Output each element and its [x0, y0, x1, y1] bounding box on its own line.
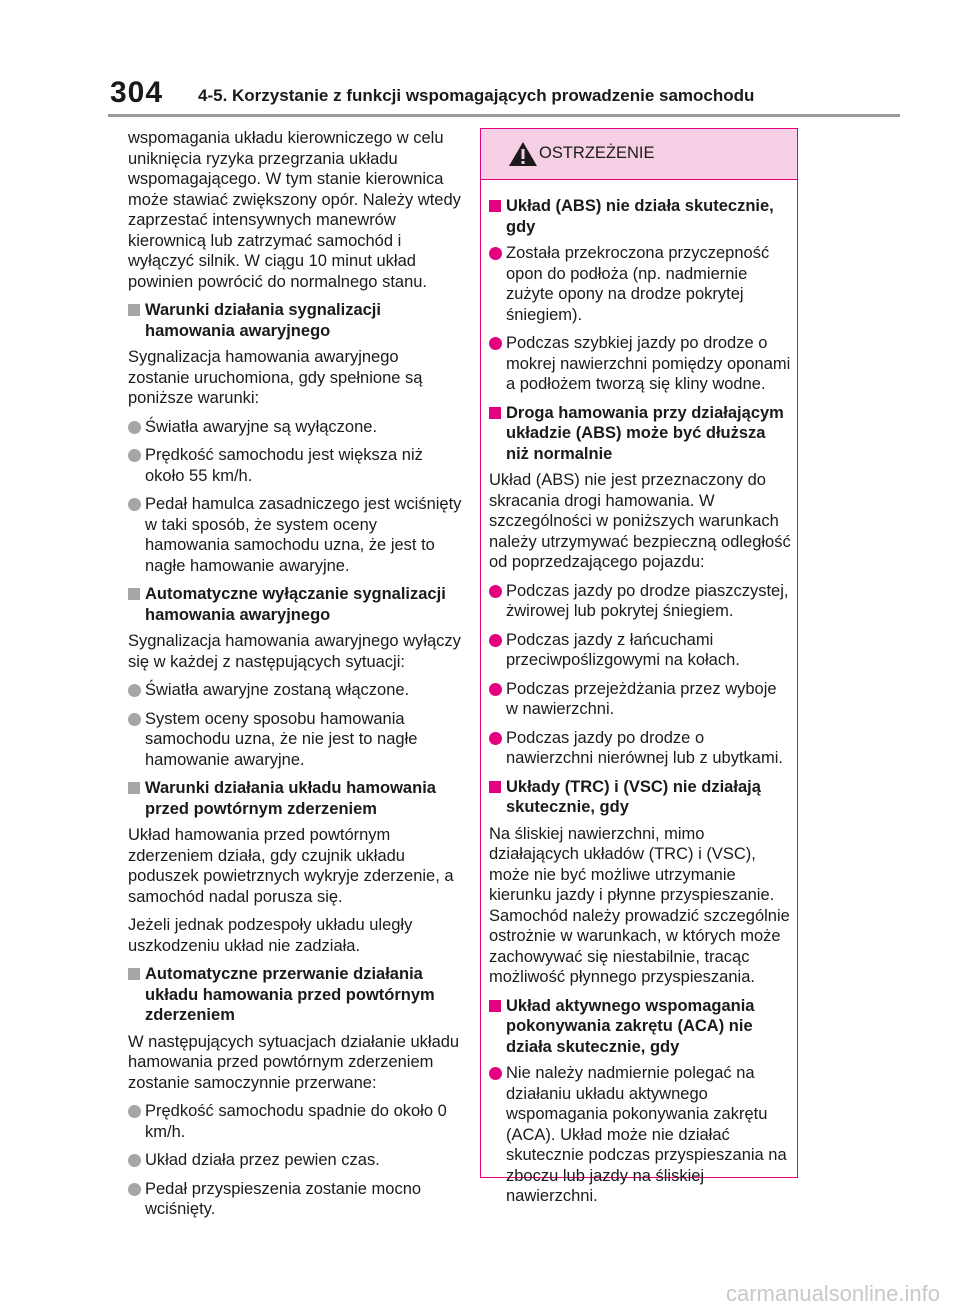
list-item [128, 680, 462, 701]
list-item [489, 1063, 791, 1207]
heading-text: Automatyczne wyłączanie sygnalizacji hamowania awaryjnego [145, 585, 446, 624]
square-bullet-icon [489, 1000, 501, 1012]
heading-text: Warunki działania sygnalizacji hamowania awaryjnego [145, 301, 381, 340]
list-item-text: Prędkość samochodu spadnie do około 0 km/h. [145, 1102, 447, 1141]
warning-heading [489, 196, 791, 237]
warning-header [481, 129, 797, 180]
paragraph: Sygnalizacja hamowania awaryjnego zostanie uruchomiona, gdy spełnione są poniższe warunki: [128, 348, 423, 407]
round-bullet-icon [128, 1105, 141, 1118]
list-item [128, 1150, 462, 1171]
paragraph: Jeżeli jednak podzespoły układu uległy uszkodzeniu układ nie zadziała. [128, 916, 413, 955]
round-bullet-icon [128, 1154, 141, 1167]
list-item-text: Układ działa przez pewien czas. [145, 1151, 380, 1169]
list-item-text: Podczas przejeżdżania przez wyboje w nawierzchni. [506, 679, 777, 718]
square-bullet-icon [128, 968, 140, 980]
heading-text: Układ aktywnego wspomagania pokonywania zakrętu (ACA) nie działa skutecznie, gdy [506, 996, 755, 1056]
left-column [128, 128, 462, 1228]
list-item [489, 333, 791, 395]
list-item-text: Podczas szybkiej jazdy po drodze o mokrej nawierzchni pomiędzy oponami a podłożem tworzą się kliny wodne. [506, 334, 791, 393]
list-item [128, 445, 462, 486]
warning-heading [489, 777, 791, 818]
list-item [128, 709, 462, 771]
square-bullet-icon [128, 304, 140, 316]
square-bullet-icon [128, 588, 140, 600]
list-item-text: Pedał hamulca zasadniczego jest wciśnięty w taki sposób, że system oceny hamowania samochodu uzna, że jest to nagłe hamowanie awaryjne. [145, 495, 462, 575]
round-bullet-icon [489, 247, 502, 260]
warning-body [481, 180, 797, 1207]
round-bullet-icon [128, 1183, 141, 1196]
round-bullet-icon [489, 1067, 502, 1080]
intro-paragraph: wspomagania układu kierowniczego w celu uniknięcia ryzyka przegrzania układu wspomagającego. W tym stanie kierownica może stawiać zwiększony opór. Należy wtedy zaprzestać intensywnych manewrów kierownicą lub zatrzymać samochód i wyłączyć silnik. W ciągu 10 minut układ powinien powrócić do normalnego stanu. [128, 129, 461, 291]
list-item-text: System oceny sposobu hamowania samochodu uzna, że nie jest to nagłe hamowanie awaryjne. [145, 709, 418, 769]
warning-heading [489, 996, 791, 1058]
section-title: 4-5. Korzystanie z funkcji wspomagających prowadzenie samochodu [198, 86, 755, 105]
heading-text: Warunki działania układu hamowania przed powtórnym zderzeniem [145, 779, 436, 818]
list-item [489, 243, 791, 325]
round-bullet-icon [128, 498, 141, 511]
heading-text: Automatyczne przerwanie działania układu hamowania przed powtórnym zderzeniem [145, 965, 435, 1024]
list-item-text: Została przekroczona przyczepność opon do podłoża (np. nadmiernie zużyte opony na drodze pokrytej śniegiem). [506, 244, 770, 324]
header-divider [108, 114, 900, 117]
list-item-text: Podczas jazdy z łańcuchami przeciwpoślizgowymi na kołach. [506, 630, 740, 669]
list-item-text: Nie należy nadmiernie polegać na działaniu układu aktywnego wspomagania pokonywania zakrętu (ACA). Układ może nie działać skutecznie podczas przyspieszania na zboczu lub jazdy na śliskiej nawierzchni. [506, 1064, 787, 1205]
heading-text: Układ (ABS) nie działa skutecznie, gdy [506, 197, 774, 236]
list-item-text: Podczas jazdy po drodze piaszczystej, żwirowej lub pokrytej śniegiem. [506, 581, 789, 620]
list-item [128, 494, 462, 576]
square-bullet-icon [489, 781, 501, 793]
paragraph: W następujących sytuacjach działanie układu hamowania przed powtórnym zderzeniem zostanie samoczynnie przerwane: [128, 1032, 460, 1092]
round-bullet-icon [489, 585, 502, 598]
list-item-text: Światła awaryjne zostaną włączone. [145, 681, 410, 699]
round-bullet-icon [489, 732, 502, 745]
round-bullet-icon [489, 337, 502, 350]
round-bullet-icon [128, 684, 141, 697]
square-bullet-icon [489, 407, 501, 419]
warning-heading [489, 403, 791, 465]
paragraph: Układ hamowania przed powtórnym zderzeniem działa, gdy czujnik układu poduszek powietrznych wykryje zderzenie, a samochód nadal porusza się. [128, 826, 454, 906]
list-item [128, 417, 462, 438]
round-bullet-icon [128, 421, 141, 434]
warning-triangle-icon [508, 141, 538, 167]
list-item [489, 679, 791, 720]
round-bullet-icon [489, 634, 502, 647]
list-item-text: Podczas jazdy po drodze o nawierzchni nierównej lub z ubytkami. [506, 728, 783, 767]
section-heading [128, 300, 462, 341]
list-item [489, 581, 791, 622]
round-bullet-icon [128, 449, 141, 462]
section-heading [128, 964, 462, 1026]
heading-text: Układy (TRC) i (VSC) nie działają skutecznie, gdy [506, 777, 761, 816]
list-item-text: Światła awaryjne są wyłączone. [145, 417, 378, 436]
warning-box [480, 128, 798, 1205]
round-bullet-icon [128, 713, 141, 726]
list-item-text: Pedał przyspieszenia zostanie mocno wciśnięty. [145, 1179, 422, 1218]
watermark: carmanualsonline.info [725, 1281, 940, 1306]
warning-title: OSTRZEŻENIE [539, 144, 655, 162]
section-heading [128, 778, 462, 819]
list-item [489, 728, 791, 769]
paragraph: Na śliskiej nawierzchni, mimo działających układów (TRC) i (VSC), może nie być możliwe utrzymanie kierunku jazdy i płynne przyspieszanie. Samochód należy prowadzić szczególnie ostrożnie w warunkach, w których może zachowywać się niestabilnie, tracąc możliwość płynnego przyspieszania. [489, 824, 790, 986]
heading-text: Droga hamowania przy działającym układzie (ABS) może być dłuższa niż normalnie [506, 403, 784, 463]
list-item [128, 1101, 462, 1142]
list-item [128, 1179, 462, 1220]
paragraph: Sygnalizacja hamowania awaryjnego wyłączy się w każdej z następujących sytuacji: [128, 632, 461, 671]
paragraph: Układ (ABS) nie jest przeznaczony do skracania drogi hamowania. W szczególności w poniższych warunkach należy utrzymywać bezpieczną odległość od poprzedzającego pojazdu: [489, 471, 791, 571]
page-number: 304 [110, 76, 164, 109]
square-bullet-icon [489, 200, 501, 212]
round-bullet-icon [489, 683, 502, 696]
section-heading [128, 584, 462, 625]
list-item-text: Prędkość samochodu jest większa niż około 55 km/h. [145, 446, 423, 485]
list-item [489, 630, 791, 671]
square-bullet-icon [128, 782, 140, 794]
